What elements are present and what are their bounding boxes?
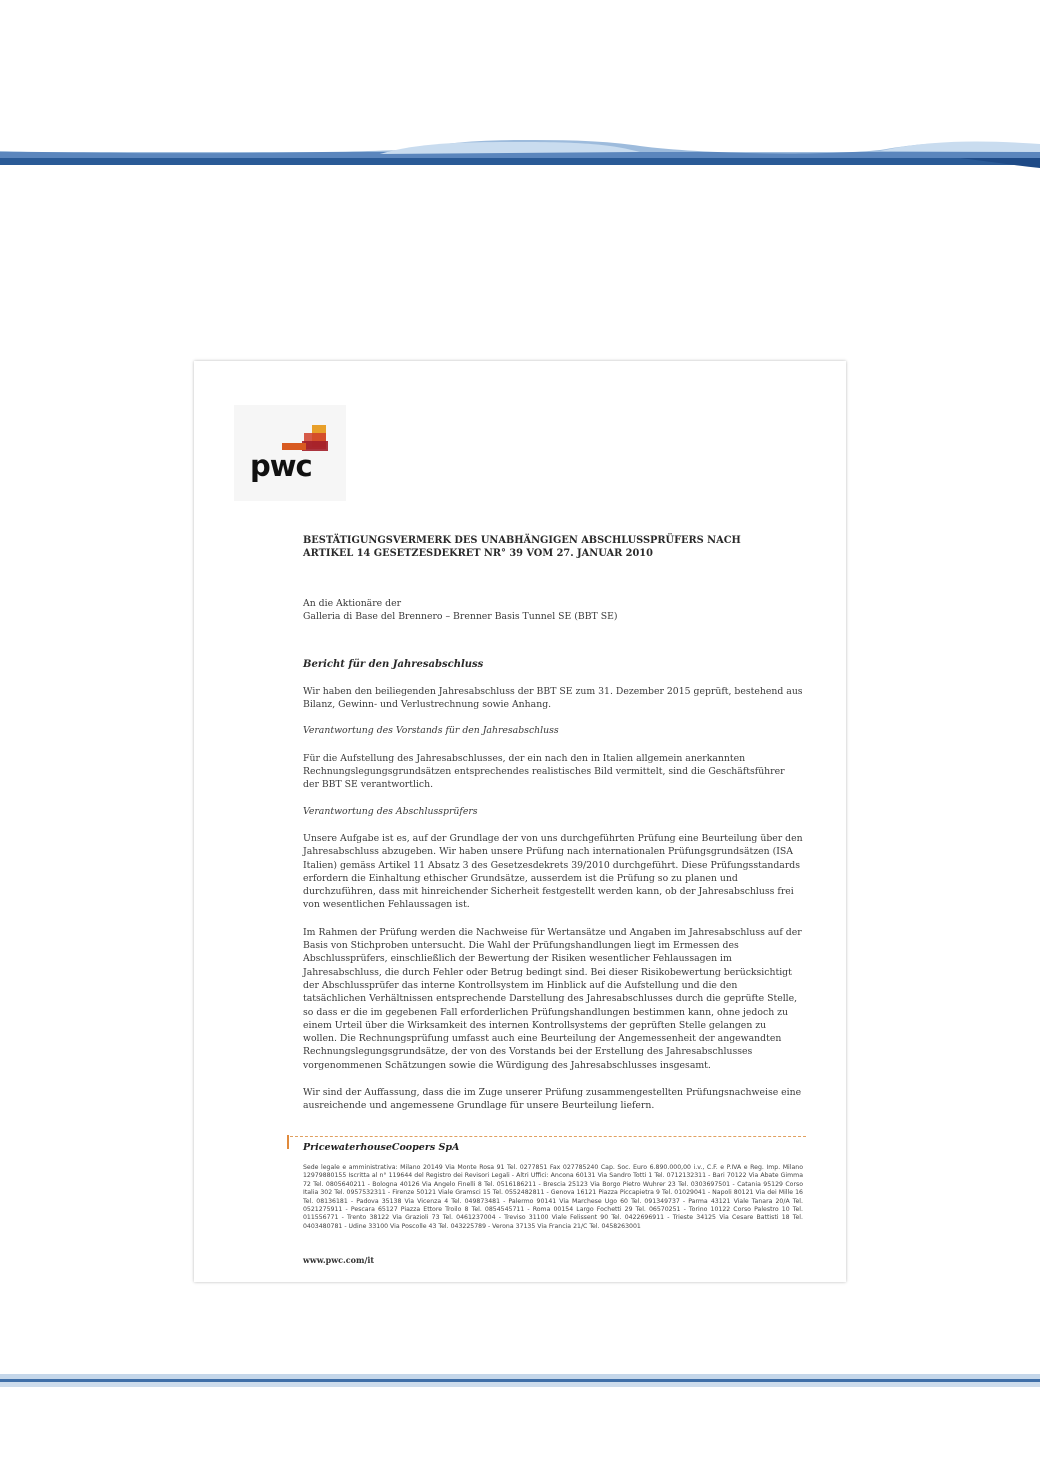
top-header-banner xyxy=(0,130,1040,175)
subheading-vorstand: Verantwortung des Vorstands für den Jahresabschluss xyxy=(303,725,559,737)
pwc-logo xyxy=(234,405,346,501)
document-page xyxy=(194,361,846,1282)
pwc-logo-text: pwc xyxy=(250,449,312,483)
document-body xyxy=(303,534,803,1113)
firm-name: PricewaterhouseCoopers SpA xyxy=(303,1142,460,1153)
section-title: Bericht für den Jahresabschluss xyxy=(303,658,484,670)
legal-address-text: Sede legale e amministrativa: Milano 20149 Via Monte Rosa 91 Tel. 0277851 Fax 027785240 Cap. Soc. Euro 6.890.000,00 i.v., C.F. e P.IVA e Reg. Imp. Milano 12979880155 Iscritta al n° 119644 del Registro dei Revisori Legali - Altri Uffici: Ancona 60131 Via Sandro Totti 1 Tel. 0712132311 - Bari 70122 Via Abate Gimma 72 Tel. 0805640211 - Bologna 40126 Via Angelo Finelli 8 Tel. 0516186211 - Brescia 25123 Via Borgo Pietro Wuhrer 23 Tel. 0303697501 - Catania 95129 Corso Italia 302 Tel. 0957532311 - Firenze 50121 Viale Gramsci 15 Tel. 0552482811 - Genova 16121 Piazza Piccapietra 9 Tel. 01029041 - Napoli 80121 Via dei Mille 16 Tel. 08136181 - Padova 35138 Via Vicenza 4 Tel. 049873481 - Palermo 90141 Via Marchese Ugo 60 Tel. 091349737 - Parma 43121 Viale Tanara 20/A Tel. 0521275911 - Pescara 65127 Piazza Ettore Troilo 8 Tel. 0854545711 - Roma 00154 Largo Fochetti 29 Tel. 06570251 - Torino 10122 Corso Palestro 10 Tel. 011556771 - Trento 38122 Via Grazioli 73 Tel. 0461237004 - Treviso 31100 Viale Felissent 90 Tel. 0422696911 - Trieste 34125 Via Cesare Battisti 18 Tel. 0403480781 - Udine 33100 Via Poscolle 43 Tel. 043225789 - Verona 37135 Via Francia 21/C Tel. 0458263001 xyxy=(303,1164,803,1230)
bottom-footer-banner xyxy=(0,1370,1040,1396)
subheading-abschlusspruefer: Verantwortung des Abschlussprüfers xyxy=(303,805,478,817)
paragraph-4: Im Rahmen der Prüfung werden die Nachweise für Wertansätze und Angaben im Jahresabschluss auf der Basis von Stichproben untersucht. Die Wahl der Prüfungshandlungen liegt im Ermessen des Abschlussprüfers, einschließlich der Bewertung der Risiken wesentlicher Fehlaussagen im Jahresabschluss, die durch Fehler oder Betrug bedingt sind. Bei dieser Risikobewertung berücksichtigt der Abschlussprüfer das interne Kontrollsystem im Hinblick auf die Aufstellung und die den tatsächlichen Verhältnissen entsprechende Darstellung des Jahresabschlusses durch die geprüfte Stelle, so dass er die im gegebenen Fall erforderlichen Prüfungshandlungen bestimmen kann, ohne jedoch zu einem Urteil über die Wirksamkeit des internen Kontrollsystems der geprüften Stelle gelangen zu wollen. Die Rechnungsprüfung umfasst auch eine Beurteilung der Angemessenheit der angewandten Rechnungslegungsgrundsätze, der von des Vorstands bei der Erstellung des Jahresabschlusses vorgenommenen Schätzungen sowie die Würdigung des Jahresabschlusses insgesamt. xyxy=(303,926,802,1071)
paragraph-2: Für die Aufstellung des Jahresabschlusses, der ein nach den in Italien allgemein anerkannten Rechnungslegungsgrundsätzen entsprechendes realistisches Bild vermittelt, sind die Geschäftsführer der BBT SE verantwortlich. xyxy=(303,752,785,791)
addressee-line1: An die Aktionäre der xyxy=(303,598,402,609)
website-link[interactable]: www.pwc.com/it xyxy=(303,1255,375,1265)
document-heading-line1: BESTÄTIGUNGSVERMERK DES UNABHÄNGIGEN ABSCHLUSSPRÜFERS NACH xyxy=(303,535,741,546)
paragraph-3: Unsere Aufgabe ist es, auf der Grundlage der von uns durchgeführten Prüfung eine Beurteilung über den Jahresabschluss abzugeben. Wir haben unsere Prüfung nach internationalen Prüfungsgrundsätzen (ISA Italien) gemäss Artikel 11 Absatz 3 des Gesetzesdekrets 39/2010 durchgeführt. Diese Prüfungsstandards erfordern die Einhaltung ethischer Grundsätze, ausserdem ist die Prüfung so zu planen und durchzuführen, dass mit hinreichender Sicherheit festgestellt werden kann, ob der Jahresabschluss frei von wesentlichen Fehlaussagen ist. xyxy=(303,832,803,911)
paragraph-1: Wir haben den beiliegenden Jahresabschluss der BBT SE zum 31. Dezember 2015 geprüft, bestehend aus Bilanz, Gewinn- und Verlustrechnung sowie Anhang. xyxy=(303,685,803,711)
letterhead-footer xyxy=(290,1136,806,1265)
addressee-line2: Galleria di Base del Brennero – Brenner Basis Tunnel SE (BBT SE) xyxy=(303,611,618,623)
footer-accent-bar xyxy=(287,1135,289,1149)
document-heading-line2: ARTIKEL 14 GESETZESDEKRET NR° 39 VOM 27. JANUAR 2010 xyxy=(303,548,653,559)
paragraph-5: Wir sind der Auffassung, dass die im Zuge unserer Prüfung zusammengestellten Prüfungsnachweise eine ausreichende und angemessene Grundlage für unsere Beurteilung liefern. xyxy=(303,1087,802,1112)
